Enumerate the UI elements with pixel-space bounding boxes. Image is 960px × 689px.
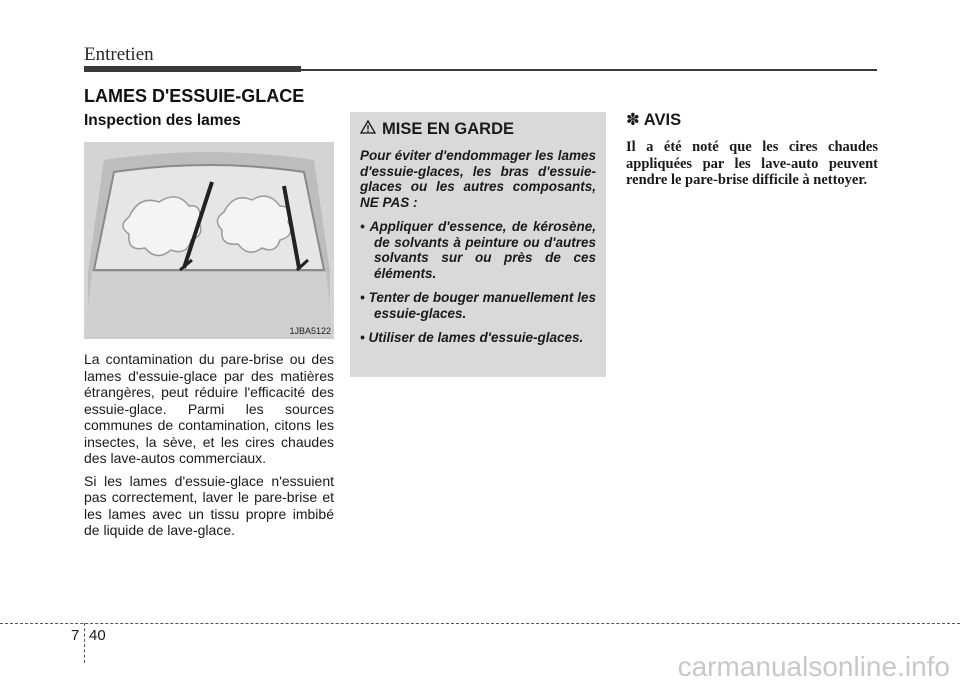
warning-heading <box>360 120 596 139</box>
chapter-number: 7 <box>71 627 80 644</box>
figure-label: 1JBA5122 <box>289 326 331 336</box>
subsection-heading: Inspection des lames <box>84 112 241 129</box>
windshield-wiper-drawing <box>84 142 334 339</box>
notice-title: ✽ AVIS <box>626 111 682 129</box>
paragraph: La contamination du pare-brise ou des lames d'essuie-glace par des matières étrangères, peut réduire l'efficacité des essuie-glace. Parmi les sources communes de contamination, citons les insectes, la sève, et les cires chaudes des lave-autos commerciaux. <box>84 351 334 466</box>
page-header-title: Entretien <box>84 44 154 65</box>
footer-page-divider <box>84 623 85 663</box>
notice-text: Il a été noté que les cires chaudes appliquées par les lave-auto peuvent rendre le pare-brise difficile à nettoyer. <box>626 139 878 188</box>
warning-intro: Pour éviter d'endommager les lames d'essuie-glaces, les bras d'essuie-glaces ou les autres composants, NE PAS : <box>360 148 596 210</box>
warning-box <box>350 112 606 377</box>
left-column <box>84 112 334 539</box>
paragraph: Si les lames d'essuie-glace n'essuient pas correctement, laver le pare-brise et les lames avec un tissu propre imbibé de liquide de lave-glace. <box>84 472 334 538</box>
notice-section <box>626 110 878 189</box>
header-rule-thin <box>301 69 877 71</box>
warning-title: MISE EN GARDE <box>382 120 515 138</box>
list-item: • Appliquer d'essence, de kérosène, de solvants à peinture ou d'autres solvants sur ou près de ces éléments. <box>360 219 596 281</box>
header-rule-thick <box>84 66 301 72</box>
section-title: LAMES D'ESSUIE-GLACE <box>84 86 305 106</box>
warning-triangle-icon <box>360 120 376 139</box>
page-number: 40 <box>89 627 106 644</box>
warning-list <box>360 219 596 346</box>
list-item: • Utiliser de lames d'essuie-glaces. <box>360 330 584 345</box>
list-item: • Tenter de bouger manuellement les essuie-glaces. <box>360 290 596 321</box>
windshield-illustration <box>84 142 334 339</box>
watermark: carmanualsonline.info <box>677 651 950 682</box>
footer-divider <box>0 623 960 624</box>
